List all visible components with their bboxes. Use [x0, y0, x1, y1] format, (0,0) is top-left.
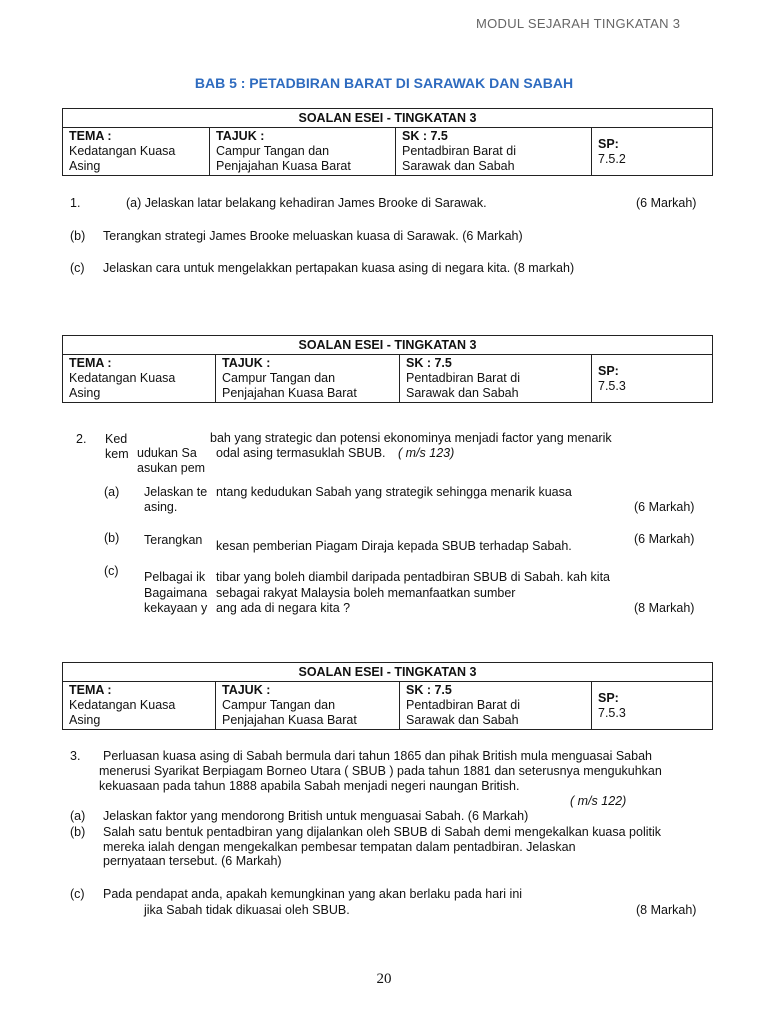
q2-a-line-1: ntang kedudukan Sabah yang strategik sehingga menarik kuasa — [216, 485, 572, 499]
q2-a-line-2: asing. — [144, 500, 178, 514]
q2-c-line-1: tibar yang boleh diambil daripada pentadbiran SBUB di Sabah. kah kita — [216, 570, 611, 584]
sp-cell — [592, 128, 713, 176]
tema-line-1: Kedatangan Kuasa — [69, 698, 176, 712]
q3-a-text: Jelaskan faktor yang mendorong British untuk menguasai Sabah. (6 Markah) — [103, 809, 529, 823]
sp-value: 7.5.2 — [598, 151, 626, 166]
sp-label: SP: — [598, 363, 619, 378]
info-table-2 — [62, 335, 713, 403]
tema-line-2: Asing — [69, 386, 101, 400]
tema-cell — [63, 682, 216, 730]
sk-line-1: Pentadbiran Barat di — [402, 144, 516, 158]
sp-cell — [592, 682, 713, 730]
q1-a-text: (a) Jelaskan latar belakang kehadiran James Brooke di Sarawak. — [126, 196, 487, 210]
q1-c-label: (c) — [70, 261, 85, 275]
tema-line-2: Asing — [69, 713, 101, 727]
sk-line-2: Sarawak dan Sabah — [402, 159, 515, 173]
q1-number: 1. — [70, 196, 81, 210]
tema-cell — [63, 355, 216, 403]
q3-c-marks: (8 Markah) — [636, 903, 697, 917]
tajuk-label: TAJUK : — [222, 356, 271, 370]
sp-label: SP: — [598, 690, 619, 705]
tema-line-2: Asing — [69, 159, 101, 173]
sk-line-1: Pentadbiran Barat di — [406, 371, 520, 385]
q2-c-line-3: ang ada di negara kita ? — [216, 601, 351, 615]
q2-b-line-1: kesan pemberian Piagam Diraja kepada SBUB terhadap Sabah. — [216, 539, 572, 553]
q3-b-line-2: mereka ialah dengan mengekalkan pembesar tempatan dalam pentadbiran. Jelaskan — [103, 840, 576, 854]
table-title: SOALAN ESEI - TINGKATAN 3 — [63, 663, 713, 682]
q2-c-fragment: Bagaimana — [144, 586, 208, 600]
q2-page-ref: ( m/s 123) — [398, 446, 455, 460]
q3-c-line-2: jika Sabah tidak dikuasai oleh SBUB. — [144, 903, 350, 917]
tema-label: TEMA : — [69, 356, 112, 370]
tajuk-line-1: Campur Tangan dan — [222, 371, 336, 385]
q2-a-label: (a) — [104, 485, 120, 499]
q2-b-label: (b) — [104, 531, 120, 545]
table-title: SOALAN ESEI - TINGKATAN 3 — [63, 109, 713, 128]
tajuk-cell — [216, 682, 400, 730]
sk-line-2: Sarawak dan Sabah — [406, 713, 519, 727]
tema-line-1: Kedatangan Kuasa — [69, 371, 176, 385]
sk-cell — [396, 128, 592, 176]
tema-line-1: Kedatangan Kuasa — [69, 144, 176, 158]
q3-a-label: (a) — [70, 809, 86, 823]
table-title: SOALAN ESEI - TINGKATAN 3 — [63, 336, 713, 355]
q3-b-line-3: pernyataan tersebut. (6 Markah) — [103, 854, 282, 868]
sk-cell — [400, 355, 592, 403]
tajuk-line-1: Campur Tangan dan — [222, 698, 336, 712]
tajuk-line-1: Campur Tangan dan — [216, 144, 330, 158]
q2-intro-line-2: odal asing termasuklah SBUB. — [216, 446, 386, 460]
sp-value: 7.5.3 — [598, 705, 626, 720]
q2-c-fragment: kekayaan y — [144, 601, 208, 615]
tajuk-line-2: Penjajahan Kuasa Barat — [222, 386, 357, 400]
q1-a-marks: (6 Markah) — [636, 196, 697, 210]
sk-label: SK : 7.5 — [402, 129, 448, 143]
tajuk-label: TAJUK : — [216, 129, 265, 143]
tajuk-line-2: Penjajahan Kuasa Barat — [216, 159, 351, 173]
q3-b-label: (b) — [70, 825, 86, 839]
tajuk-line-2: Penjajahan Kuasa Barat — [222, 713, 357, 727]
q3-c-label: (c) — [70, 887, 85, 901]
q3-b-line-1: Salah satu bentuk pentadbiran yang dijalankan oleh SBUB di Sabah demi mengekalkan kuasa politik — [103, 825, 662, 839]
chapter-title: BAB 5 : PETADBIRAN BARAT DI SARAWAK DAN SABAH — [194, 75, 574, 91]
q3-intro-line-3: kekuasaan pada tahun 1888 apabila Sabah menjadi negeri naungan British. — [99, 779, 520, 793]
q2-a-fragment: Jelaskan te — [144, 485, 208, 499]
q2-number: 2. — [76, 432, 87, 446]
sk-line-2: Sarawak dan Sabah — [406, 386, 519, 400]
q1-c-text: Jelaskan cara untuk mengelakkan pertapakan kuasa asing di negara kita. (8 markah) — [103, 261, 575, 275]
sp-value: 7.5.3 — [598, 378, 626, 393]
q2-a-marks: (6 Markah) — [634, 500, 695, 514]
q3-page-ref: ( m/s 122) — [570, 794, 627, 808]
q2-b-marks: (6 Markah) — [634, 532, 695, 546]
tajuk-cell — [210, 128, 396, 176]
sk-label: SK : 7.5 — [406, 356, 452, 370]
tajuk-cell — [216, 355, 400, 403]
q3-intro-line-1: Perluasan kuasa asing di Sabah bermula dari tahun 1865 dan pihak British mula menguasai Sabah — [103, 749, 652, 763]
q3-c-line-1: Pada pendapat anda, apakah kemungkinan yang akan berlaku pada hari ini — [103, 887, 523, 901]
sk-label: SK : 7.5 — [406, 683, 452, 697]
q2-c-label: (c) — [104, 564, 119, 578]
sk-cell — [400, 682, 592, 730]
q2-intro-fragment: asukan pem — [137, 461, 206, 475]
q1-b-text: Terangkan strategi James Brooke meluaskan kuasa di Sarawak. (6 Markah) — [103, 229, 523, 243]
tema-label: TEMA : — [69, 683, 112, 697]
q3-intro-line-2: menerusi Syarikat Berpiagam Borneo Utara ( SBUB ) pada tahun 1881 dan seterusnya mengukuhkan — [99, 764, 662, 778]
tajuk-label: TAJUK : — [222, 683, 271, 697]
q3-number: 3. — [70, 749, 81, 763]
module-header: MODUL SEJARAH TINGKATAN 3 — [476, 16, 681, 31]
q2-c-line-2: sebagai rakyat Malaysia boleh memanfaatkan sumber — [216, 586, 516, 600]
q2-intro-fragment: kem — [105, 447, 129, 461]
tema-label: TEMA : — [69, 129, 112, 143]
q2-c-marks: (8 Markah) — [634, 601, 695, 615]
q2-intro-fragment: udukan Sa — [137, 446, 197, 460]
sk-line-1: Pentadbiran Barat di — [406, 698, 520, 712]
sp-cell — [592, 355, 713, 403]
q2-intro-line-1: bah yang strategic dan potensi ekonominya menjadi factor yang menarik — [210, 431, 612, 445]
tema-cell — [63, 128, 210, 176]
sp-label: SP: — [598, 136, 619, 151]
q2-b-fragment: Terangkan — [144, 533, 203, 547]
q2-intro-fragment: Ked — [105, 432, 128, 446]
info-table-3 — [62, 662, 713, 730]
info-table-1 — [62, 108, 713, 176]
q2-c-fragment: Pelbagai ik — [144, 570, 206, 584]
q1-b-label: (b) — [70, 229, 86, 243]
page-number: 20 — [376, 971, 392, 987]
